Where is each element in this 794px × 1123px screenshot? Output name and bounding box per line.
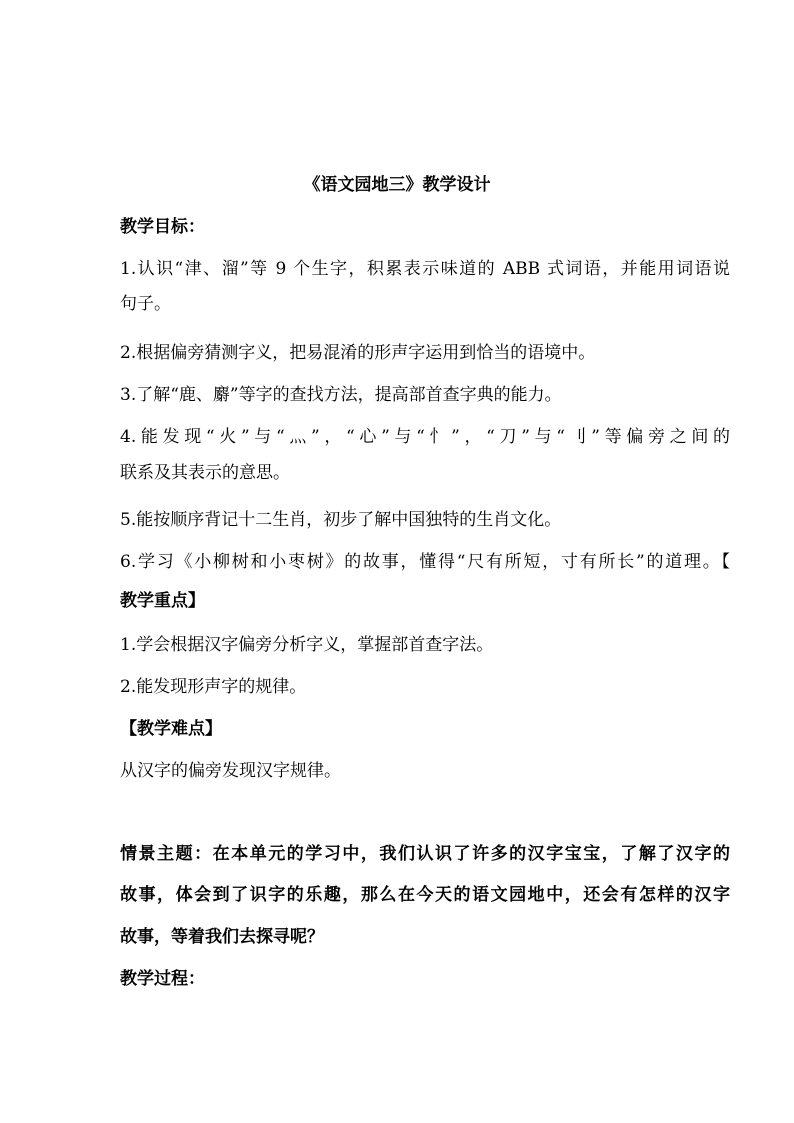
key-point-1: 1.学会根据汉字偏旁分析字义，掌握部首查字法。	[120, 635, 494, 655]
objectives-heading: 教学目标：	[120, 217, 205, 237]
process-heading: 教学过程：	[120, 969, 205, 989]
objective-2: 2.根据偏旁猜测字义，把易混淆的形声字运用到恰当的语境中。	[120, 343, 596, 363]
objective-1-line-2: 句子。	[120, 294, 171, 314]
difficulties-text: 从汉字的偏旁发现汉字规律。	[120, 761, 341, 781]
objective-5: 5.能按顺序背记十二生肖，初步了解中国独特的生肖文化。	[120, 510, 562, 530]
objective-3: 3.了解“鹿、麝”等字的查找方法，提高部首查字典的能力。	[120, 385, 562, 405]
objective-6: 6.学习《小柳树和小枣树》的故事，懂得“尺有所短，寸有所长”的道理。【	[120, 552, 730, 572]
objective-4-line-1: 4.能发现“火”与“灬”，“心”与“忄”，“刀”与“刂”等偏旁之间的	[120, 427, 730, 447]
objective-4-line-2: 联系及其表示的意思。	[120, 463, 290, 483]
document-title: 《语文园地三》教学设计	[303, 175, 491, 195]
key-points-heading: 教学重点】	[120, 591, 205, 611]
key-point-2: 2.能发现形声字的规律。	[120, 677, 307, 697]
scenario-line-1: 情景主题：在本单元的学习中，我们认识了许多的汉字宝宝，了解了汉字的	[120, 844, 730, 864]
difficulties-heading: 【教学难点】	[120, 719, 222, 739]
scenario-line-3: 故事，等着我们去探寻呢？	[120, 927, 324, 947]
scenario-line-2: 故事，体会到了识字的乐趣，那么在今天的语文园地中，还会有怎样的汉字	[120, 885, 730, 905]
objective-1-line-1: 1.认识“津、溜”等 9 个生字，积累表示味道的 ABB 式词语，并能用词语说	[120, 259, 730, 279]
